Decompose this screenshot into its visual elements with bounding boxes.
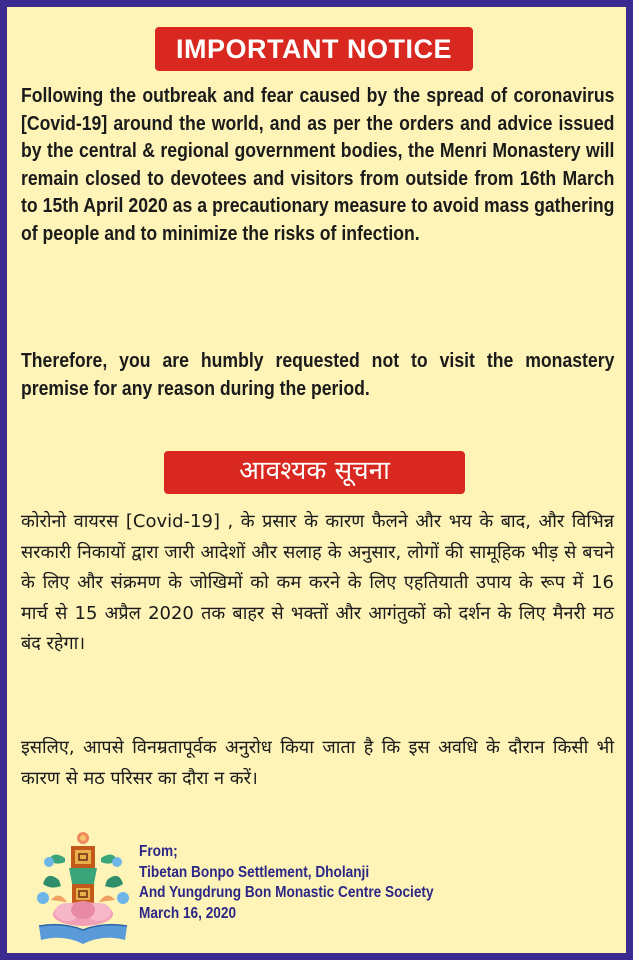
footer-organization-line-2: And Yungdrung Bon Monastic Centre Society: [139, 884, 434, 901]
notice-poster: [7, 7, 626, 953]
hindi-paragraph-1: कोरोनो वायरस [Covid-19] , के प्रसार के कारण फैलने और भय के बाद, और विभिन्न सरकारी निकायों द्वारा जारी आदेशों और सलाह के अनुसार, लोगों की सामूहिक भीड़ से बचने के लिए और संक्रमण के जोखिमों को कम करने के लिए एहतियाती उपाय के रूप में 16 मार्च से 15 अप्रैल 2020 तक बाहर से भक्तों और आगंतुकों को दर्शन के लिए मैनरी मठ बंद रहेगा।: [21, 511, 614, 654]
footer-organization-line-1: Tibetan Bonpo Settlement, Dholanji: [139, 863, 370, 881]
english-paragraph-2: Therefore, you are humbly requested not to visit the monastery premise for any reason during the period.: [21, 349, 615, 400]
hindi-paragraph-2: इसलिए, आपसे विनम्रतापूर्वक अनुरोध किया जाता है कि इस अवधि के दौरान किसी भी कारण से मठ परिसर का दौरा न करें।: [21, 737, 614, 789]
footer-date: March 16, 2020: [139, 904, 237, 922]
monastery-emblem-icon: [35, 830, 131, 948]
hindi-notice-banner: आवश्यक सूचना: [164, 451, 465, 494]
english-paragraph-1: Following the outbreak and fear caused by the spread of coronavirus [Covid-19] around the world, and as per the orders and advice issued by the central & regional government bodies, the Menri Monastery will remain closed to devotees and visitors from outside from 16th March to 15th April 2020 as a precautionary measure to avoid mass gathering of people and to minimize the risks of infection.: [21, 84, 615, 245]
footer-from-label: From;: [139, 843, 178, 860]
important-notice-banner: IMPORTANT NOTICE: [155, 27, 473, 71]
footer-signature: [139, 842, 434, 924]
